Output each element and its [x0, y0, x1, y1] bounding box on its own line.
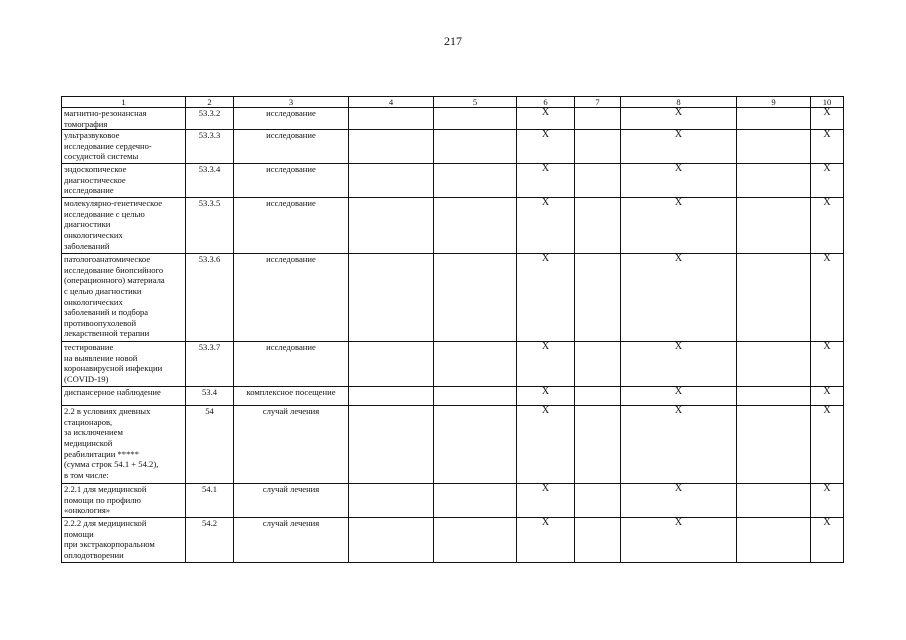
- row-name: ультразвуковое исследование сердечно- сосудистой системы: [62, 130, 186, 164]
- cell-col-10: X: [811, 198, 844, 254]
- table-row: [62, 484, 844, 518]
- cell-col-7: [575, 254, 621, 342]
- cell-col-7: [575, 108, 621, 130]
- row-code: 53.4: [186, 387, 234, 406]
- table-row: [62, 130, 844, 164]
- cell-col-4: [349, 254, 434, 342]
- cell-col-8: X: [621, 198, 737, 254]
- cell-col-4: [349, 518, 434, 563]
- cell-col-10: X: [811, 108, 844, 130]
- cell-col-4: [349, 342, 434, 387]
- cell-col-7: [575, 406, 621, 484]
- cell-col-10: X: [811, 387, 844, 406]
- column-header: 8: [621, 97, 737, 108]
- cell-col-6: X: [517, 518, 575, 563]
- cell-col-10: X: [811, 164, 844, 198]
- row-name: магнитно-резонансная томография: [62, 108, 186, 130]
- page-number: 217: [444, 34, 462, 48]
- cell-col-5: [434, 130, 517, 164]
- cell-col-8: X: [621, 108, 737, 130]
- column-header: 1: [62, 97, 186, 108]
- row-unit: исследование: [234, 254, 349, 342]
- cell-col-10: X: [811, 484, 844, 518]
- row-unit: случай лечения: [234, 484, 349, 518]
- cell-col-5: [434, 164, 517, 198]
- row-name: 2.2 в условиях дневных стационаров, за исключением медицинской реабилитации ***** (сумма строк 54.1 + 54.2), в том числе:: [62, 406, 186, 484]
- row-name: тестирование на выявление новой коронавирусной инфекции (COVID-19): [62, 342, 186, 387]
- table-row: [62, 164, 844, 198]
- cell-col-10: X: [811, 518, 844, 563]
- column-header: 6: [517, 97, 575, 108]
- cell-col-8: X: [621, 406, 737, 484]
- cell-col-9: [737, 198, 811, 254]
- cell-col-9: [737, 108, 811, 130]
- cell-col-5: [434, 108, 517, 130]
- row-unit: исследование: [234, 342, 349, 387]
- table-body: [62, 108, 844, 563]
- row-unit: исследование: [234, 108, 349, 130]
- cell-col-9: [737, 342, 811, 387]
- cell-col-9: [737, 254, 811, 342]
- cell-col-4: [349, 130, 434, 164]
- cell-col-4: [349, 108, 434, 130]
- row-name: диспансерное наблюдение: [62, 387, 186, 406]
- cell-col-8: X: [621, 130, 737, 164]
- row-name: эндоскопическое диагностическое исследование: [62, 164, 186, 198]
- cell-col-9: [737, 406, 811, 484]
- column-header: 9: [737, 97, 811, 108]
- cell-col-8: X: [621, 387, 737, 406]
- cell-col-4: [349, 484, 434, 518]
- cell-col-7: [575, 342, 621, 387]
- column-header: 4: [349, 97, 434, 108]
- row-code: 53.3.5: [186, 198, 234, 254]
- cell-col-5: [434, 198, 517, 254]
- cell-col-6: X: [517, 130, 575, 164]
- row-unit: случай лечения: [234, 406, 349, 484]
- cell-col-7: [575, 484, 621, 518]
- cell-col-5: [434, 484, 517, 518]
- table-row: [62, 518, 844, 563]
- cell-col-6: X: [517, 387, 575, 406]
- table-row: [62, 387, 844, 406]
- row-name: 2.2.2 для медицинской помощи при экстракорпоральном оплодотворении: [62, 518, 186, 563]
- cell-col-5: [434, 406, 517, 484]
- cell-col-9: [737, 518, 811, 563]
- cell-col-6: X: [517, 342, 575, 387]
- cell-col-5: [434, 254, 517, 342]
- cell-col-9: [737, 164, 811, 198]
- cell-col-6: X: [517, 484, 575, 518]
- row-code: 53.3.4: [186, 164, 234, 198]
- cell-col-7: [575, 387, 621, 406]
- row-unit: исследование: [234, 198, 349, 254]
- cell-col-4: [349, 406, 434, 484]
- row-code: 53.3.6: [186, 254, 234, 342]
- table-row: [62, 254, 844, 342]
- cell-col-8: X: [621, 484, 737, 518]
- cell-col-6: X: [517, 406, 575, 484]
- row-name: патологоанатомическое исследование биопсийного (операционного) материала с целью диагностики онкологических заболеваний и подбора противоопухолевой лекарственной терапии: [62, 254, 186, 342]
- cell-col-9: [737, 387, 811, 406]
- row-code: 53.3.3: [186, 130, 234, 164]
- cell-col-8: X: [621, 164, 737, 198]
- row-unit: исследование: [234, 130, 349, 164]
- table-row: [62, 406, 844, 484]
- cell-col-9: [737, 130, 811, 164]
- cell-col-10: X: [811, 342, 844, 387]
- cell-col-7: [575, 164, 621, 198]
- cell-col-8: X: [621, 254, 737, 342]
- row-name: 2.2.1 для медицинской помощи по профилю «онкология»: [62, 484, 186, 518]
- column-header: 10: [811, 97, 844, 108]
- cell-col-5: [434, 342, 517, 387]
- cell-col-6: X: [517, 254, 575, 342]
- row-unit: комплексное посещение: [234, 387, 349, 406]
- row-unit: исследование: [234, 164, 349, 198]
- table-row: [62, 108, 844, 130]
- row-code: 54.2: [186, 518, 234, 563]
- cell-col-8: X: [621, 342, 737, 387]
- cell-col-4: [349, 164, 434, 198]
- column-header: 5: [434, 97, 517, 108]
- cell-col-4: [349, 387, 434, 406]
- cell-col-7: [575, 518, 621, 563]
- row-name: молекулярно-генетическое исследование с целью диагностики онкологических заболеваний: [62, 198, 186, 254]
- cell-col-10: X: [811, 254, 844, 342]
- table-row: [62, 342, 844, 387]
- cell-col-8: X: [621, 518, 737, 563]
- cell-col-7: [575, 130, 621, 164]
- column-header: 3: [234, 97, 349, 108]
- cell-col-6: X: [517, 108, 575, 130]
- cell-col-6: X: [517, 198, 575, 254]
- data-table: [61, 96, 844, 563]
- row-unit: случай лечения: [234, 518, 349, 563]
- cell-col-7: [575, 198, 621, 254]
- cell-col-6: X: [517, 164, 575, 198]
- cell-col-5: [434, 518, 517, 563]
- row-code: 54: [186, 406, 234, 484]
- row-code: 53.3.2: [186, 108, 234, 130]
- cell-col-10: X: [811, 130, 844, 164]
- column-header: 2: [186, 97, 234, 108]
- row-code: 54.1: [186, 484, 234, 518]
- cell-col-5: [434, 387, 517, 406]
- row-code: 53.3.7: [186, 342, 234, 387]
- cell-col-10: X: [811, 406, 844, 484]
- cell-col-9: [737, 484, 811, 518]
- column-header: 7: [575, 97, 621, 108]
- table-row: [62, 198, 844, 254]
- cell-col-4: [349, 198, 434, 254]
- header-row: [62, 97, 844, 108]
